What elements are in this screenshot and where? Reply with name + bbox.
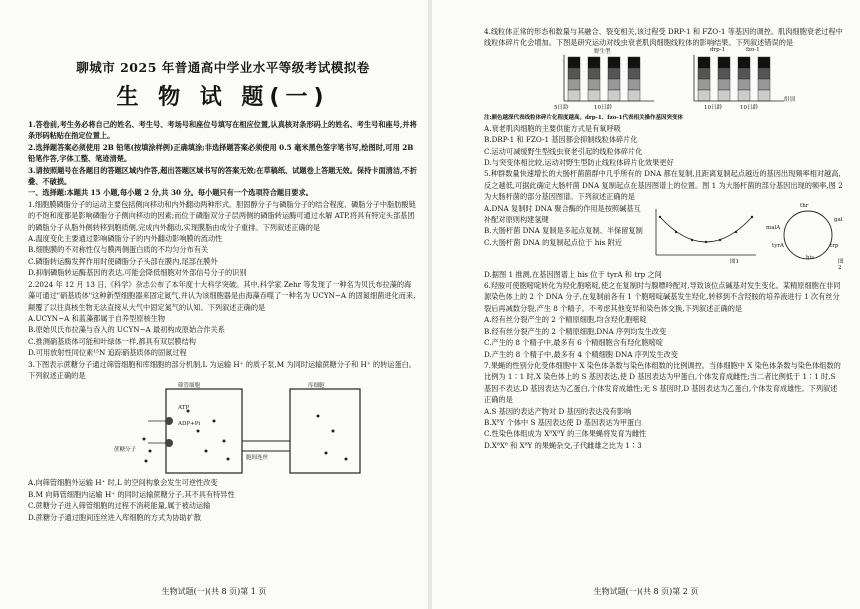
bar-segment: [608, 68, 620, 79]
sucrose-label: 蔗糖分子: [114, 447, 137, 454]
q5-stem: 5.种群数量快速增长的大肠杆菌菌群中几乎所有的 DNA 都在复制,且距离复制起点越近的基因出现频率相对越高,反之越低,可据此确定大肠杆菌 DNA 复制起点在基因图谱上的位置。图 1 为大肠杆菌的部分基因出现的频率,图 2 为大肠杆菌的部分基因图谱。下列叙述正确的是: [484, 169, 843, 202]
page-2: [432, 0, 860, 609]
q2-option-a: A.UCYN−A 和蓝藻都属于自养型原核生物: [28, 313, 166, 323]
bar-segment: [568, 57, 580, 68]
bar-segment: [628, 68, 640, 79]
exam-title: 聊城市 2025 年普通高中学业水平等级考试模拟卷: [76, 60, 370, 75]
q5-fig1: [650, 205, 760, 267]
day-label-3: 10日龄: [704, 104, 722, 111]
day-label-1: 5日龄: [554, 104, 569, 111]
bar-segment: [758, 79, 770, 90]
q4-bar-chart: [544, 46, 834, 123]
q4-caption: 注:颜色越深代表线粒体碎片化程度越高。drp-1、fzo-1代表相关操作基因突变体: [484, 114, 683, 121]
bars-mutant: [698, 57, 770, 101]
atp-label: ATP: [178, 405, 190, 412]
chart-left-title: 野生型: [594, 48, 611, 55]
q1-option-c: C.磷脂转运酶发挥作用时使磷脂分子头部在膜内,尾部在膜外: [28, 256, 218, 266]
notice-2: 2.选择题答案必须使用 2B 铅笔(按填涂样例)正确填涂;非选择题答案必须使用 0.5 毫米黑色签字笔书写,绘图时,可用 2B 铅笔作答,字体工整、笔迹清楚。: [28, 142, 414, 164]
q6-option-b: B.经有丝分裂产生的 2 个精原细胞,DNA 序列均发生改变: [484, 326, 667, 336]
bar-segment: [628, 79, 640, 90]
bar-segment: [738, 57, 750, 68]
bar-segment: [758, 57, 770, 68]
q3-option-b: B.M 向筛管细胞内运输 H⁺ 的同时运输蔗糖分子,其不具有特异性: [28, 489, 235, 499]
q6-option-d: D.产生的 8 个精子中,最多有 4 个精细胞 DNA 序列发生改变: [484, 349, 678, 359]
q2-option-c: C.推测硝基质体可能和叶绿体一样,都具有双层膜结构: [28, 336, 196, 346]
bar-segment: [758, 68, 770, 79]
q4-figure: [484, 46, 844, 123]
q1-stem: 1.细胞膜磷脂分子的运动主要包括侧向移动和内外翻动两种形式。胆固醇分子与磷脂分子的结合程度、磷脂分子中脂肪酸链的不饱和度都是影响磷脂分子侧向移动的因素;而位于磷脂双分子层两侧的磷脂转运酶可通过水解 ATP,将具有特定头部基团的磷脂分子从脂外侧转移到胞质侧,完成内外翻动,实现膜脂由成分子重排。下列叙述正确的是: [28, 199, 416, 232]
bars-wildtype: [568, 57, 640, 101]
q3-figure: [28, 381, 418, 477]
bar-segment: [608, 90, 620, 101]
section-heading: 一、选择题:本题共 15 小题,每小题 2 分,共 30 分。每小题只有一个选项符合题目要求。: [28, 188, 313, 198]
fig2-mala: malA: [766, 224, 781, 231]
q7-option-b: B.X⁸Y 个体中 S 基因表达使 D 基因表达为甲蛋白: [484, 417, 642, 427]
bar-segment: [588, 79, 600, 90]
q5-option-a: A.DNA 复制时 DNA 聚合酶的作用是按照碱基互补配对原则构建氢键: [484, 203, 641, 225]
fig2-gal: gal: [834, 216, 843, 223]
bar-segment: [698, 57, 710, 68]
page-2-content: [484, 26, 844, 451]
q2-option-d: D.可用放射性同位素¹⁵N 追踪硝基质体的固氮过程: [28, 348, 187, 358]
fig2-tyra: tyrA: [772, 242, 784, 249]
sieve-tube-label: 筛管细胞: [178, 383, 201, 390]
fig2-thr: thr: [800, 202, 809, 209]
notice-3: 3.请按照题号在各题目的答题区域内作答,超出答题区域书写的答案无效;在草稿纸、试题卷上答题无效。保持卡面清洁,不折叠、不破损。: [28, 165, 417, 187]
q6-stem: 6.羟胺可使胞嘧啶转化为羟化胞嘧啶,使之在复制时与腺嘌呤配对,导致该位点碱基对发生变化。某精原细胞在非同源染色体上的 2 个 DNA 分子,在复制前各有 1 个胞嘧啶碱基发生羟化,转移到不含羟胺的培养液进行 1 次有丝分裂后再减数分裂,产生 8 个精子。不考虑其他变异和染色体交换,下列叙述正确的是: [484, 281, 841, 313]
q4-option-a: A.衰老肌肉细胞的主要供能方式是有氧呼吸: [484, 123, 621, 133]
page-2-footer: 生物试题(一)(共 8 页)第 2 页: [593, 587, 699, 596]
bar-segment: [568, 79, 580, 90]
page-1: [0, 0, 428, 609]
bar-segment: [588, 68, 600, 79]
bar-segment: [738, 79, 750, 90]
bar-segment: [698, 90, 710, 101]
plasmodesma-label: 胞间连丝: [246, 455, 269, 462]
day-label-2: 10日龄: [594, 104, 612, 111]
q5-option-b: B.大肠杆菌 DNA 复制是多起点复制、半保留复制: [484, 226, 643, 236]
bar-segment: [738, 68, 750, 79]
subject-title: 生 物 试 题(一): [116, 85, 330, 110]
bar-segment: [568, 90, 580, 101]
bar-segment: [718, 79, 730, 90]
bar-segment: [568, 68, 580, 79]
page-1-content: [28, 58, 418, 523]
q1-option-d: D.抑制磷脂转运酶基因的表达,可能会降低细胞对外部信号分子的识别: [28, 268, 247, 278]
bar-segment: [608, 79, 620, 90]
q4-option-b: B.DRP-1 和 FZO-1 基因都会抑制线粒体碎片化: [484, 135, 638, 145]
bar-segment: [718, 57, 730, 68]
bar-segment: [718, 68, 730, 79]
bar-segment: [588, 57, 600, 68]
notice-1: 1.答卷前,考生务必将自己的姓名、考生号、考场号和座位号填写在相应位置,认真核对条形码上的姓名、考生号和座号,并将条形码粘贴在指定位置上。: [28, 120, 417, 141]
q2-option-b: B.原始贝氏布拉藻与吞入的 UCYN−A 最初构成原始合作关系: [28, 325, 225, 335]
bar-segment: [628, 57, 640, 68]
q3-stem: 3.下图表示蔗糖分子通过筛管细胞和库细胞的部分机制,L 为运输 H⁺ 的质子泵,M 为同时运输蔗糖分子和 H⁺ 的转运蛋白。下列叙述正确的是: [28, 359, 417, 380]
q4-option-c: C.运动可减缓野生型线虫衰老引起的线粒体碎片化: [484, 146, 643, 156]
bar-segment: [698, 79, 710, 90]
q4-stem: 4.线粒体正常的形态和数量与其融合、裂变相关,该过程受 DRP-1 和 FZO-1 等基因的调控。肌肉细胞衰老过程中线粒体碎片化会增加。下图是研究运动对线虫衰老肌肉细胞线粒体的影响结果。下列叙述错误的是: [484, 27, 843, 48]
q6-option-a: A.经有丝分裂产生的 2 个精原细胞,均含羟化胞嘧啶: [484, 315, 647, 325]
q4-option-d: D.与突变体相比较,运动对野生型防止线粒体碎片化效果更好: [484, 158, 674, 168]
bar-segment: [628, 90, 640, 101]
q7-option-a: A.S 基因的表达产物对 D 基因的表达没有影响: [484, 406, 632, 416]
bar-segment: [718, 90, 730, 101]
bar-segment: [588, 90, 600, 101]
q1-option-a: A.温度变化主要通过影响磷脂分子的内外翻动影响膜的流动性: [28, 234, 223, 244]
q3-option-a: A.向筛管细胞外运输 H⁺ 时,L 的空间构象会发生可逆性改变: [28, 478, 218, 488]
fig1-label: 图1: [730, 258, 739, 265]
q2-stem: 2.2024 年 12 月 13 日,《科学》杂志公布了本年度十大科学突破。其中,科学家 Zehr 等发现了一种名为贝氏布拉藻的海藻可通过"硝基质体"这种新型细胞器来固定氮气,并认为该细胞器是由海藻吞噬了一种名为 UCYN−A 的固氮细菌进化而来,颠覆了以往真核生物无法直接从大气中固定氮气的认知。下列叙述正确的是: [28, 279, 416, 312]
bar-segment: [698, 68, 710, 79]
bar-segment: [738, 90, 750, 101]
q7-stem: 7.果蝇的性别分化受体细胞中 X 染色体条数与染色体组数的比例调控。当体细胞中 X 染色体条数与染色体组数的比例为 1∶1 时,X 染色体上的 S 基因表达,使 D 基因表达为甲蛋白,个体发育成雌性;当二者比例低于 1∶1 时,S 基因不表达,D 基因表达为乙蛋白,个体发育成雄性;无 S 基因时,D 基因表达为乙蛋白,个体发育成雄性。下列叙述正确的是: [484, 360, 841, 405]
q7-option-d: D.X⁸X⁸ 和 X⁸Y 的果蝇杂交,子代雌雄之比为 1∶3: [484, 440, 642, 450]
q5-options: [484, 203, 644, 249]
fig2-his: his: [806, 254, 815, 261]
q5-option-d: D.据图 1 推测,在基因图谱上 his 位于 tyrA 和 trp 之间: [484, 269, 662, 279]
chart-right-label-fzo: fzo-1: [746, 46, 760, 53]
bar-segment: [608, 57, 620, 68]
x-group-label: 组别: [784, 96, 796, 103]
fig2-label: 图2: [838, 258, 844, 271]
q3-option-c: C.蔗糖分子进入筛管细胞的过程不消耗能量,属于被动运输: [28, 501, 211, 511]
q6-option-c: C.产生的 8 个精子中,最多有 6 个精细胞含有羟化胞嘧啶: [484, 338, 664, 348]
bar-segment: [758, 90, 770, 101]
chart-right-label-drp: drp-1: [710, 46, 726, 53]
q1-option-b: B.细胞膜的不对称性仅与膜两侧蛋白质的不均匀分布有关: [28, 245, 209, 255]
page-1-footer: 生物试题(一)(共 8 页)第 1 页: [161, 587, 267, 596]
day-label-4: 10日龄: [740, 104, 758, 111]
adp-label: ADP+Pi: [178, 421, 201, 428]
q7-option-c: C.性染色体组成为 X⁸X⁸Y 的三体果蝇将发育为雌性: [484, 429, 647, 439]
q5-option-c: C.大肠杆菌 DNA 的复制起点位于 his 附近: [484, 237, 622, 247]
q3-option-d: D.蔗糖分子通过胞间连丝进入库细胞的方式为协助扩散: [28, 512, 202, 522]
fig2-trp: trp: [830, 242, 839, 249]
sink-cell-label: 库细胞: [308, 383, 325, 390]
q5-block: [484, 203, 844, 269]
sucrose-transport-diagram: [28, 381, 418, 477]
